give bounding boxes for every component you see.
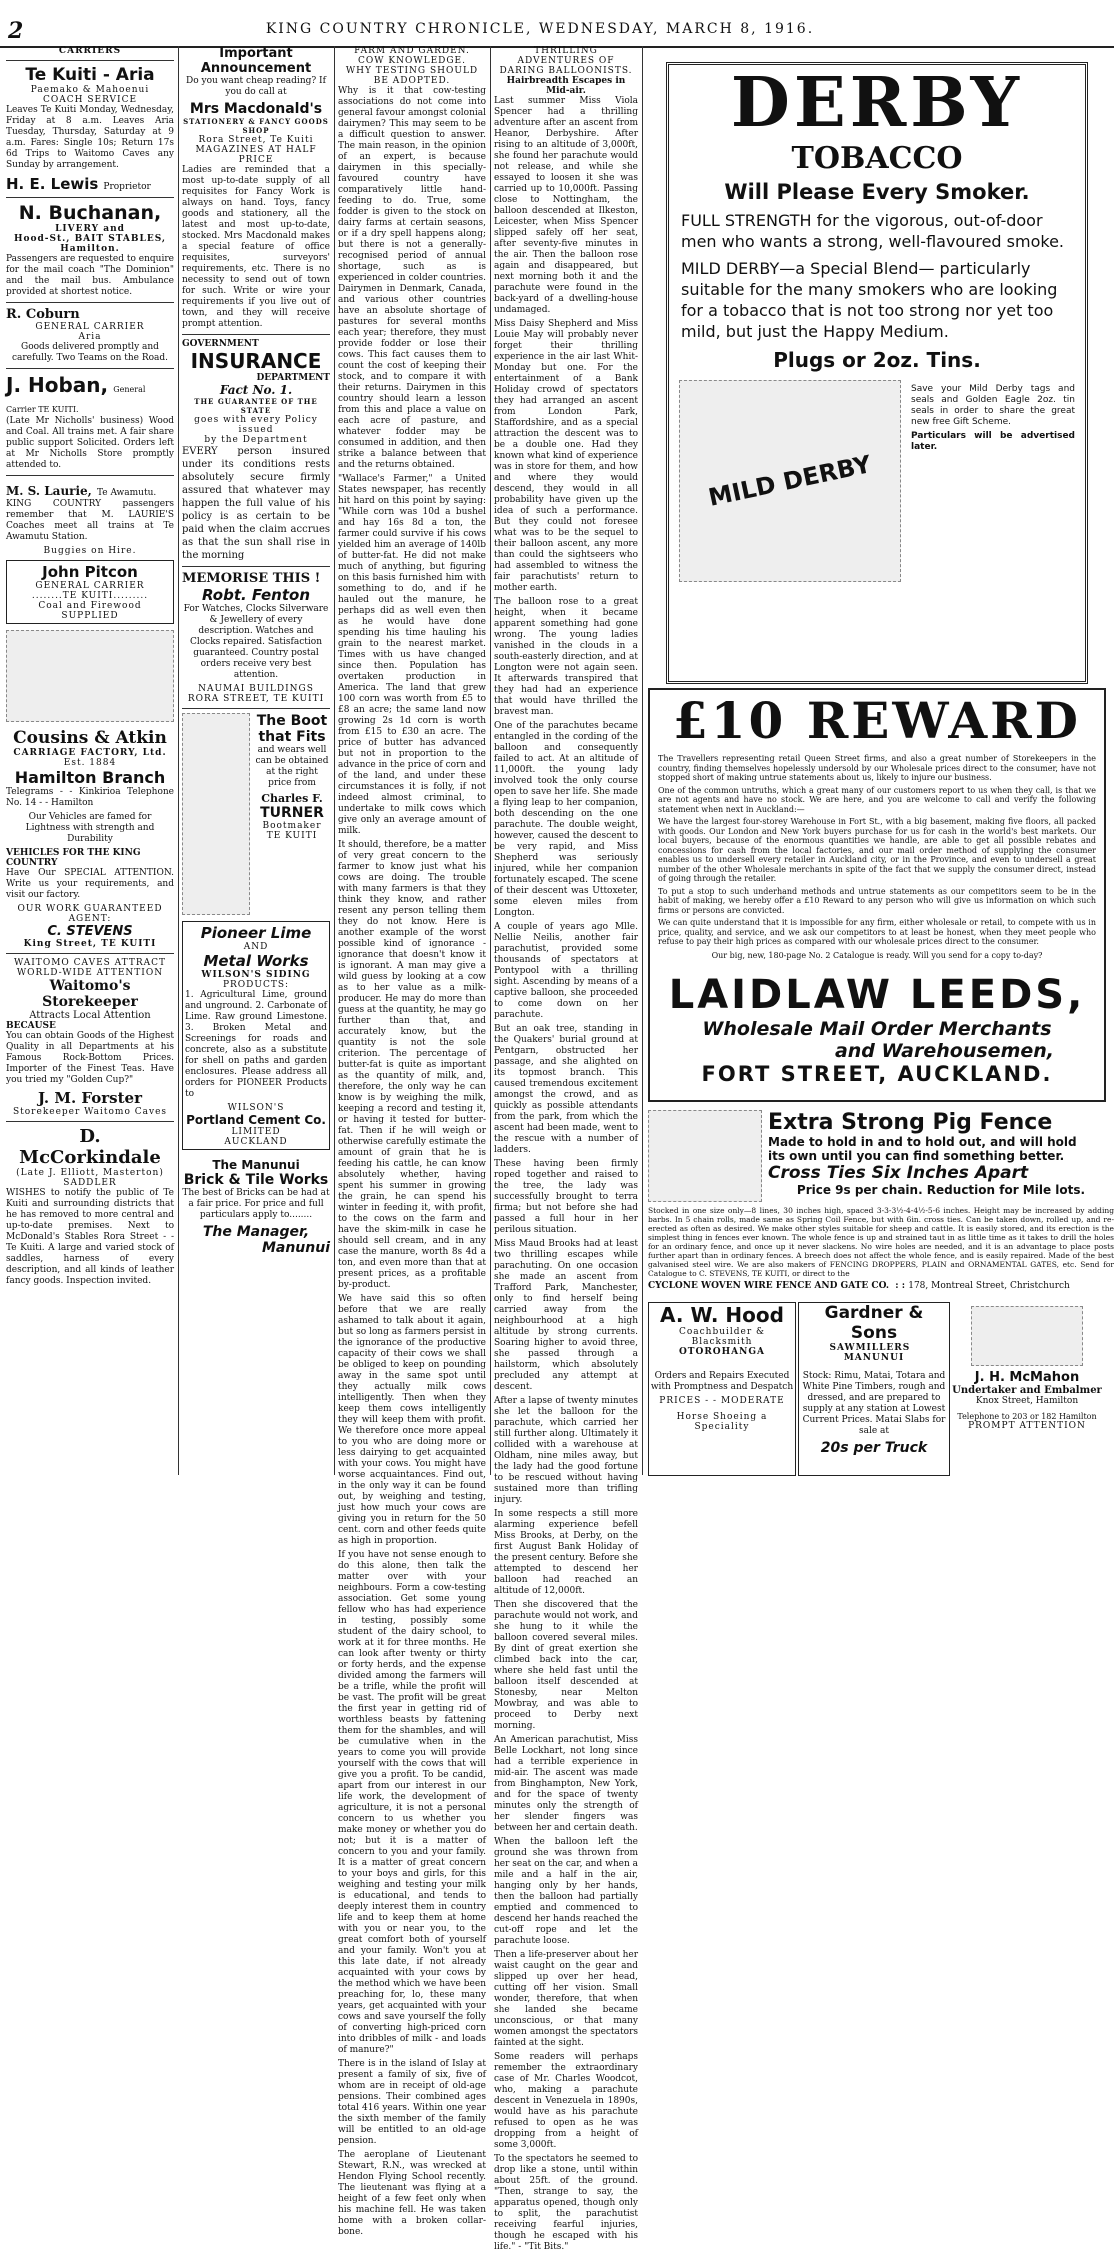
ad-subtitle: General Carrier TE KUITI. bbox=[6, 385, 146, 414]
ad-subtitle: AND bbox=[243, 942, 269, 952]
article-paragraph: In some respects a still more alarming experience befell Miss Brooks, at Derby, on the first August Bank Holiday of the present century. Before she attempted to descend her balloon had reached an altitude of 12,000ft. bbox=[494, 1509, 638, 1596]
article-paragraph: These having been firmly roped together and raised to the tree, the lady was successfully brought to terra firma; but not before she had passed a full hour in her perilous situation. bbox=[494, 1159, 638, 1235]
ad-title: R. Coburn bbox=[6, 307, 80, 322]
ad-body: Stocked in one size only—8 lines, 30 inches high, spaced 3-3-3½-4-4½-5-6 inches. Height may be increased by adding barbs. In 5 chain rolls, made same as Spring Coil Fence, but with 6in. cross ties. Can be taken down, rolled up, and re-erected as often as desired. We make other styles suitable for sheep and cattle. It is easily stored, and its erection is the simplest thing in fences ever known. The whole fence is up and strained taut in as little time as it takes to drill the holes for an ordinary fence, and once up it never slackens. No wire holes are needed, and it is an advantage to place posts further apart than in ordinary fences. A breech does not affect the whole fence, and is easily repaired. Made of the best galvanised steel wire. We are also makers of FENCING DROPPERS, PLAIN and ORNAMENTAL GATES, etc. Send for Catalogue to C. STEVENS, TE KUITI, or direct to the bbox=[648, 1206, 1114, 1278]
column-divider bbox=[490, 46, 491, 1475]
column-divider bbox=[642, 46, 643, 1475]
ad-body: The Travellers representing retail Queen Street firms, and also a great number of Storekeepers in the country, finding themselves hopelessly undersold by our Wholesale prices direct to the consumer, have not stopped short of making untrue statements about us, likely to injure our business. bbox=[658, 754, 1096, 782]
ad-body: and wears well can be obtained at the right price from bbox=[255, 745, 329, 788]
ad-subtitle: LIMITED bbox=[231, 1127, 281, 1137]
ad-subtitle: its own until you can find something better. bbox=[768, 1149, 1065, 1163]
ad-subtitle: ........TE KUITI......... bbox=[31, 591, 149, 601]
ad-body: Stock: Rimu, Matai, Totara and White Pine Timbers, rough and dressed, and are prepared to supply at any station at Lowest Current Prices. Matai Slabs for sale at bbox=[802, 1371, 946, 1436]
mcmahon-ad bbox=[952, 1302, 1102, 1474]
hood-ad bbox=[648, 1302, 796, 1476]
ad-body: We can quite understand that it is impossible for any firm, either wholesale or retail, to compete with us in price, quality, and service, and we ask our competitors to at least be honest, when they meet people who refuse to pay their high prices as compared with our wholesale prices direct to the consumer. bbox=[658, 918, 1096, 946]
ad-subtitle: King Street, TE KUITI bbox=[23, 939, 157, 949]
ad-tagline: Plugs or 2oz. Tins. bbox=[773, 348, 981, 372]
ad-title: Robt. Fenton bbox=[201, 586, 311, 604]
column-divider bbox=[334, 46, 335, 1475]
masthead: KING COUNTRY CHRONICLE, WEDNESDAY, MARCH 8, 1916. bbox=[265, 21, 815, 37]
ad-title: Brick & Tile Works bbox=[183, 1172, 329, 1188]
pioneer-ad bbox=[182, 921, 330, 1150]
ad-subtitle: WILSON'S bbox=[227, 1103, 285, 1113]
ad-title: that Fits bbox=[258, 729, 326, 745]
ad-body: Ladies are reminded that a most up-to-date supply of all requisites for Fancy Work is always on hand. Toys, fancy goods and stationery, all the latest and most up-to-date, stocked. Mrs Macdonald makes a special feature of office requisites, surveyors' requirements, etc. There is no necessity to send out of town for such. Write or wire your requirements if you live out of town, and they will receive prompt attention. bbox=[182, 165, 330, 329]
ad-subtitle: Paemako & Mahoenui bbox=[30, 85, 150, 95]
ad-body: Telegrams - - Kinkirioa Telephone No. 14 - - Hamilton bbox=[6, 787, 174, 808]
article-paragraph: Last summer Miss Viola Spencer had a thrilling adventure after an ascent from Heanor, Derbyshire. After rising to an altitude of 3,000ft, she found her parachute would not release, and while she essayed to loosen it she was carried up to 10,000ft. Passing close to Nottingham, the balloon descended at Ilkeston, Leicester, when Miss Spencer slipped safely off her seat, after seventy-five minutes in the air. Then the balloon rose again and disappeared, but next morning both it and the parachute were found in the back-yard of a dwelling-house undamaged. bbox=[494, 96, 638, 315]
ad-body: We have the largest four-storey Warehouse in Fort St., with a big basement, making five floors, all packed with goods. Our London and New York buyers purchase for us for cash in the world's best markets. Our local buyers, because of the enormous quantities we handle, are able to get all possible rebates and concessions for cash from the local factories, and our mail order method of supplying the consumer enables us to undersell every retailer in Auckland city, or in the Province, and even to undersell a great number of the other Wholesale merchants in spite of the fact that we supply the consumer direct, instead of going through the retailer. bbox=[658, 817, 1096, 883]
ad-subtitle: CARRIAGE FACTORY, Ltd. bbox=[13, 748, 167, 758]
ad-subtitle: Te Awamutu. bbox=[96, 488, 157, 498]
article-headline: THRILLING ADVENTURES OF DARING BALLOONISTS. bbox=[499, 46, 633, 76]
ad-subtitle: WILSON'S SIDING bbox=[201, 970, 311, 980]
column-carriers bbox=[6, 46, 174, 1475]
article-paragraph: The balloon rose to a great height, when it became apparent something had gone wrong. The young ladies vanished in the clouds in a south-easterly direction, and at Longton were not again seen. It afterwards transpired that they had had an experience that would have thrilled the bravest man. bbox=[494, 597, 638, 717]
ad-subtitle: Proprietor bbox=[103, 182, 151, 192]
ad-body: To put a stop to such underhand methods and untrue statements as our competitors seem to be in the habit of making, we hereby offer a £10 Reward to any person who will give us information on which such firms or persons are convicted. bbox=[658, 886, 1096, 915]
article-paragraph: If you have not sense enough to do this alone, then talk the matter over with your neighbours. Form a cow-testing association. Get some young fellow who has had experience in testing, possibly some student of the dairy school, to work at it for three months. He can look after twenty or thirty or forty herds, and the expense divided among the farmers will be a trifle, while the profit will be vast. The profit will be great the first year in getting rid of worthless beasts by fattening them for the shambles, and will be cumulative when in the years to come you will provide yourself with the cows that will give you a profit. To be candid, apart from our interest in our life work, the development of agriculture, it is not a personal concern to us whether you make money or whether you do not; but it is a matter of concern to you and your family. It is a matter of great concern to your boys and girls, for this weighing and testing your milk is educational, and tends to deeply interest them in country life and to keep them at home with you or near you, to the great comfort both of yourself and your family. Won't you at this late date, if not already acquainted with your cows by the method which we have been preaching for, lo, these many years, get acquainted with your cows and save yourself the folly of converting high-priced corn into dribbles of milk - and loads of manure?" bbox=[338, 1550, 486, 2055]
ad-subtitle: NAUMAI BUILDINGS bbox=[198, 684, 314, 694]
article-paragraph: After a lapse of twenty minutes she let the balloon for the parachute, which carried her still further along. Ultimately it collided with a warehouse at Oldham, nine miles away, but the lady had the good fortune to be rescued without having sustained more than trifling injury. bbox=[494, 1396, 638, 1505]
ad-subtitle: Cross Ties Six Inches Apart bbox=[768, 1163, 1029, 1183]
ad-body: Particulars will be advertised later. bbox=[911, 431, 1075, 452]
ad-title: Manunui bbox=[261, 1240, 330, 1256]
article-paragraph: "Wallace's Farmer," a United States newspaper, has recently hit hard on this point by saying: "While corn was 10d a bushel and hay 16s 8d a ton, the farmer could survive if his cows yielded him an average of 140lb of butter-fat. He did not make much of anything, but figuring on this basis furnished him with something to do, and if he hauled out the manure, he perhaps did as well even then as he would have done spending his time hauling his grain to the nearest market. Times with us have changed since then. Population has overtaken production in America. The land that grew 100 corn was worth from £5 to £8 an acre; the same land now growing 2s 1d corn is worth from £15 to £30 an acre. The price of butter has advanced but not in proportion to the advance in the price of corn and of the land, and under these circumstances it is folly, if not indeed almost criminal, to undertake to milk cows which give only an average amount of milk. bbox=[338, 474, 486, 836]
ad-subtitle: THE GUARANTEE OF THE STATE bbox=[194, 397, 318, 415]
ad-subtitle: by the Department bbox=[204, 435, 308, 445]
ad-body: 1. Agricultural Lime, ground and unground. 2. Carbonate of Lime. Raw ground Limestone. 3. Broken Metal and Screenings for roads and concrete, also as a substitute for shell on paths and garden enclosures. Please address all orders for PIONEER Products to bbox=[185, 990, 327, 1099]
ad-body: KING COUNTRY passengers remember that M. LAURIE'S Coaches meet all trains at Te Awamutu Station. bbox=[6, 499, 174, 542]
ad-title: N. Buchanan, bbox=[18, 202, 162, 224]
ad-subtitle: BECAUSE bbox=[6, 1021, 56, 1031]
ad-title: Gardner & Sons bbox=[824, 1303, 924, 1343]
ad-body: Save your Mild Derby tags and seals and Golden Eagle 2oz. tin seals in order to share the great new free Gift Scheme. bbox=[911, 384, 1075, 427]
ad-body: EVERY person insured under its conditions rests absolutely secure firmly assured that whatever may happen the full value of his policy is as certain to be paid when the claim accrues as that the sun shall rise in the morning bbox=[182, 446, 330, 561]
ad-subtitle: AGENT: bbox=[68, 914, 112, 924]
article-paragraph: We have said this so often before that we are really ashamed to talk about it again, but so long as farmers persist in the ignorance of the productive capacity of their cows we shall be obliged to keep on pounding away in the same spot until they actually milk cows intelligently. Then when they keep them cows intelligently they will keep them with profit. We therefore once more appeal to you who are doing more or less dairying to get acquainted with your cows. You might have worse acquaintances. Find out, in the only way it can be found out, by weighing and testing, just how much your cows are giving you in return for the 50 cent. corn and other feeds quite as high in proportion. bbox=[338, 1294, 486, 1546]
fence-illustration bbox=[648, 1110, 762, 1202]
ad-title: J. M. Forster bbox=[38, 1089, 142, 1107]
ad-subtitle: PROMPT ATTENTION bbox=[968, 1421, 1086, 1431]
ad-subtitle: (Late J. Elliott, Masterton) bbox=[16, 1168, 164, 1178]
company-address: 178, Montreal Street, Christchurch bbox=[908, 1281, 1070, 1291]
ad-title: VEHICLES FOR THE KING COUNTRY bbox=[6, 848, 141, 868]
ad-body: Leaves Te Kuiti Monday, Wednesday, Friday at 8 a.m. Leaves Aria Tuesday, Thursday, Saturday at 9 a.m. Fares: Single 10s; Return 17s 6d Trips to Waitomo Caves any Sunday by arrangement. bbox=[6, 105, 174, 170]
ad-title: £10 REWARD bbox=[672, 691, 1082, 750]
ad-body: MILD DERBY—a Special Blend— particularly suitable for the many smokers who are looking for a tobacco that is not too strong nor yet too mild, but just the Happy Medium. bbox=[681, 259, 1058, 341]
article-paragraph: To the spectators he seemed to drop like a stone, until within about 25ft. of the ground. "Then, strange to say, the apparatus opened, though only to split, the parachutist receiving fearful injuries, though he escaped with his life." - "Tit Bits." bbox=[494, 2154, 638, 2252]
ad-title: Mrs Macdonald's bbox=[189, 101, 323, 117]
ad-subtitle: OUR WORK GUARANTEED bbox=[17, 904, 163, 914]
ad-subtitle: Storekeeper Waitomo Caves bbox=[12, 1107, 168, 1117]
ad-subtitle: Made to hold in and to hold out, and will hold bbox=[768, 1135, 1077, 1149]
ad-title: Metal Works bbox=[203, 952, 309, 970]
ad-body: (Late Mr Nicholls' business) Wood and Coal. All trains met. A fair share public support Solicited. Orders left at Mr Nicholls Store promptly attended to. bbox=[6, 416, 174, 470]
ad-subtitle: COACH SERVICE bbox=[42, 95, 138, 105]
ad-subtitle: Coachbuilder & Blacksmith bbox=[678, 1327, 766, 1347]
ad-subtitle: GENERAL CARRIER bbox=[35, 581, 145, 591]
ad-title: Charles F. bbox=[261, 792, 323, 805]
ad-body: Goods delivered promptly and carefully. Two Teams on the Road. bbox=[11, 342, 169, 363]
article-paragraph: Miss Daisy Shepherd and Miss Louie May will probably never forget their thrilling experience in the air last Whit-Monday but one. For the entertainment of a Bank Holiday crowd of spectators they had arranged an ascent from London Park, Staffordshire, and as a special attraction the descent was to be a double one. Had they known what kind of experience was in store for them, and how and where they would descend, they would in all probability have given up the idea of such a performance. But they could not foresee what was to be the sequel to their balloon ascent, any more than could the sightseers who had assembled to witness the fair parachutists' return to mother earth. bbox=[494, 319, 638, 593]
ad-subtitle: STATIONERY & FANCY GOODS SHOP bbox=[183, 117, 329, 135]
article-subheadline: Hairbreadth Escapes in Mid-air. bbox=[506, 76, 626, 96]
ad-body: Orders and Repairs Executed with Promptness and Despatch bbox=[650, 1371, 794, 1392]
ad-title: The Boot bbox=[256, 713, 328, 729]
ad-body: Coal and Firewood SUPPLIED bbox=[38, 601, 142, 621]
ad-subtitle: LIVERY and bbox=[55, 224, 125, 234]
ad-subtitle: goes with every Policy issued bbox=[194, 415, 318, 435]
company-name: CYCLONE WOVEN WIRE FENCE AND GATE CO. bbox=[648, 1281, 890, 1291]
ad-subtitle: Rora Street, Te Kuiti bbox=[198, 135, 314, 145]
page-number: 2 bbox=[8, 18, 24, 44]
ad-title: TOBACCO bbox=[791, 141, 963, 176]
ad-title: TURNER bbox=[260, 805, 324, 821]
article-paragraph: Then she discovered that the parachute would not work, and she hung to it while the balloon covered several miles. By dint of great exertion she climbed back into the car, where she held fast until the balloon itself descended at Stonesby, near Melton Mowbray, and was able to proceed to Derby next morning. bbox=[494, 1600, 638, 1731]
ad-title: The Manunui bbox=[212, 1158, 300, 1172]
column-balloonists bbox=[494, 46, 638, 2252]
ad-subtitle: MAGAZINES AT HALF PRICE bbox=[195, 145, 317, 165]
ad-body: You can obtain Goods of the Highest Quality in all Departments at his Famous Rock-Bottom Prices. Importer of the Finest Teas. Have you tried my "Golden Cup?" bbox=[6, 1031, 174, 1085]
gardner-ad bbox=[798, 1302, 950, 1476]
ad-tagline: Will Please Every Smoker. bbox=[724, 180, 1030, 204]
ad-body: For Watches, Clocks Silverware & Jewellery of every description. Watches and Clocks repaired. Satisfaction guaranteed. Country postal orders receive very best attention. bbox=[183, 604, 329, 680]
derby-tobacco-ad bbox=[666, 62, 1088, 684]
ad-title: WAITOMO CAVES ATTRACT WORLD-WIDE ATTENTION bbox=[13, 958, 167, 978]
article-paragraph: One of the parachutes became entangled in the cording of the balloon and consequently failed to act. At an altitude of 11,000ft. the young lady involved took the only course open to save her life. She made a flying leap to her companion, both descending on the one parachute. The double weight, however, caused the descent to be very rapid, and Miss Shepherd was seriously injured, while her companion fortunately escaped. The scene of their descent was Uttoxeter, some eleven miles from Longton. bbox=[494, 721, 638, 918]
article-paragraph: But an oak tree, standing in the Quakers' burial ground at Pentgarn, obstructed her passage, and she alighted on its topmost branch. This caused tremendous excitement amongst the crowd, and as quickly as possible attendants from the park, from which the ascent had been made, went to the rescue with a number of ladders. bbox=[494, 1024, 638, 1155]
ad-title: Important Announcement bbox=[200, 46, 312, 76]
ad-subtitle: RORA STREET, TE KUITI bbox=[187, 694, 325, 704]
ad-title: DERBY bbox=[730, 63, 1024, 143]
ad-title: The Manager, bbox=[202, 1224, 310, 1240]
ad-body: The best of Bricks can be had at a fair price. For price and full particulars apply to........ bbox=[182, 1188, 330, 1220]
article-paragraph: When the balloon left the ground she was thrown from her seat on the car, and when a mile and a half in the air, hanging only by her hands, then the balloon had partially emptied and commenced to descend her hands reached the cut-off rope and let the parachute loose. bbox=[494, 1837, 638, 1946]
ad-title: LAIDLAW LEEDS, bbox=[668, 971, 1086, 1018]
ad-address: FORT STREET, AUCKLAND. bbox=[701, 1061, 1053, 1086]
article-paragraph: An American parachutist, Miss Belle Lockhart, not long since had a terrible experience in mid-air. The ascent was made from Binghampton, New York, and for the space of twenty minutes only the strength of her slender fingers was between her and certain death. bbox=[494, 1735, 638, 1833]
column-divider bbox=[178, 46, 179, 1475]
ad-subtitle: Undertaker and Embalmer bbox=[952, 1385, 1102, 1396]
article-paragraph: A couple of years ago Mlle. Nellie Neilis, another fair parachutist, provided some thousands of spectators at Pontypool with a thrilling sight. Ascending by means of a captive balloon, she proceeded to come down on her parachute. bbox=[494, 922, 638, 1020]
ad-title: MEMORISE THIS ! bbox=[182, 571, 321, 586]
ad-subtitle: PRODUCTS: bbox=[222, 980, 290, 990]
ad-subtitle: GOVERNMENT bbox=[182, 339, 259, 349]
ad-price: 20s per Truck bbox=[820, 1440, 928, 1456]
tin-label: MILD DERBY bbox=[706, 450, 874, 512]
boot-illustration bbox=[182, 713, 250, 915]
section-title: FARM AND GARDEN. bbox=[354, 46, 470, 56]
ad-subtitle: Wholesale Mail Order Merchants bbox=[702, 1017, 1052, 1040]
ad-title: Waitomo's Storekeeper bbox=[42, 978, 138, 1010]
ad-subtitle: Hood-St., BAIT STABLES, Hamilton. bbox=[13, 234, 167, 254]
ad-body: Have Our SPECIAL ATTENTION. Write us your requirements, and visit our factory. bbox=[6, 868, 174, 900]
ad-subtitle: MANUNUI bbox=[843, 1353, 905, 1363]
hearse-illustration bbox=[971, 1306, 1083, 1366]
ad-subtitle: OTOROHANGA bbox=[678, 1347, 766, 1357]
ad-body: Do you want cheap reading? If you do call at bbox=[186, 76, 326, 97]
ad-title: Extra Strong Pig Fence bbox=[768, 1110, 1053, 1135]
section-title: CARRIERS bbox=[58, 46, 122, 56]
article-paragraph: It should, therefore, be a matter of very great concern to the farmer to know just what his cows are doing. The trouble with many farmers is that they think they know, and rather resent any person telling them they do not know. Here is another example of the worst possible kind of ignorance - ignorance that doesn't know it is ignorant. A man may give a wild guess by looking at a cow as to her value as a milk-producer. He may do more than guess at the quantity, he may go further than that, and accurately know, but the quantity is not the sole criterion. The percentage of butter-fat is quite as important as the quantity of milk, and, therefore, the only way he can know is by weighing the milk, keeping a record and testing it, or having it tested for butter-fat. Then if he will weigh or otherwise carefully estimate the amount of grain that he is feeding his cattle, he can know absolutely whether, having spent his summer in growing the grain, he can spend his winter in feeding it, with profit, to the cows on the farm and have the skim-milk in case he should sell cream, and in any case the manure, worth 8s 4d a ton, and even more than that at present prices, as a profitable by-product. bbox=[338, 840, 486, 1290]
ad-title: Hamilton Branch bbox=[14, 768, 166, 787]
ad-subtitle: PRICES - - MODERATE bbox=[659, 1396, 785, 1406]
ad-subtitle: SADDLER bbox=[63, 1178, 117, 1188]
page-header bbox=[0, 18, 1114, 42]
ad-subtitle: Attracts Local Attention bbox=[29, 1010, 151, 1021]
ad-subtitle: Est. 1884 bbox=[63, 758, 117, 768]
ad-body: FULL STRENGTH for the vigorous, out-of-door men who wants a strong, well-flavoured smoke. bbox=[681, 211, 1064, 251]
ad-title: Portland Cement Co. bbox=[186, 1113, 326, 1127]
article-paragraph: Then a life-preserver about her waist caught on the gear and slipped up over her head, cutting off her vision. Small wonder, therefore, that when she landed she became unconscious, or that many women amongst the spectators fainted at the sight. bbox=[494, 1950, 638, 2048]
ad-body: Our Vehicles are famed for Lightness with strength and Durability bbox=[25, 812, 155, 844]
ad-subtitle: DEPARTMENT bbox=[256, 373, 330, 383]
ad-title: D. McCorkindale bbox=[19, 1126, 161, 1168]
ad-subtitle: Bootmaker bbox=[262, 821, 322, 831]
ad-subtitle: AUCKLAND bbox=[224, 1137, 288, 1147]
ad-subtitle: Knox Street, Hamilton bbox=[975, 1396, 1079, 1406]
ad-body: Our big, new, 180-page No. 2 Catalogue is ready. Will you send for a copy to-day? bbox=[711, 950, 1043, 960]
tobacco-tin-illustration bbox=[679, 380, 901, 582]
ad-subtitle: Buggies on Hire. bbox=[43, 546, 137, 556]
ad-title: M. S. Laurie, bbox=[6, 484, 92, 498]
article-paragraph: The aeroplane of Lieutenant Stewart, R.N., was wrecked at Hendon Flying School recently. The lieutenant was flying at a height of a few feet only when his machine fell. He was taken home with a broken collar-bone. bbox=[338, 2150, 486, 2237]
ad-subtitle: GENERAL CARRIER bbox=[35, 322, 145, 332]
ad-subtitle: TE KUITI bbox=[266, 831, 318, 841]
column-farm-garden bbox=[338, 46, 486, 2237]
ad-title: A. W. Hood bbox=[660, 1303, 784, 1327]
ad-title: Te Kuiti - Aria bbox=[25, 65, 155, 85]
ad-body: Telephone to 203 or 182 Hamilton bbox=[957, 1412, 1097, 1421]
column-ads bbox=[182, 46, 330, 1475]
ad-body: Passengers are requested to enquire for the mail coach "The Dominion" and the mail bus. Ambulance provided at shortest notice. bbox=[6, 254, 174, 297]
ad-title: Pioneer Lime bbox=[200, 924, 312, 942]
ad-subtitle: and Warehousemen, bbox=[834, 1039, 1054, 1062]
ad-title: H. E. Lewis bbox=[6, 175, 99, 193]
article-paragraph: There is in the island of Islay at present a family of six, five of whom are in receipt of old-age pensions. Their combined ages total 416 years. Within one year the sixth member of the family will be entitled to an old-age pension. bbox=[338, 2059, 486, 2146]
ad-subtitle: Horse Shoeing a Speciality bbox=[676, 1412, 768, 1432]
ad-title: J. Hoban, bbox=[6, 373, 109, 397]
article-paragraph: Why is it that cow-testing associations do not come into general favour amongst colonial dairymen? This may seem to be a difficult question to answer. The main reason, in the opinion of an expert, is because dairymen in this specially-favoured country have comparatively little hand-feeding to do. True, some fodder is given to the stock on dairy farms at certain seasons, or if a dry spell happens along; but there is not a generally-recognised period of annual shortage, such as is experienced in colder countries. Dairymen in Denmark, Canada, and various other countries have an absolute shortage of pastures for several months each year; therefore, they must provide fodder or lose their cows. This fact causes them to count the cost of keeping their stock, and to compare it with their returns. Dairymen in this country should learn a lesson from this and place a value on each acre of pasture, and whatever fodder may be consumed in addition, and then strike a balance between that and the returns obtained. bbox=[338, 86, 486, 470]
ad-subtitle: Aria bbox=[78, 332, 102, 342]
section-subtitle: COW KNOWLEDGE. bbox=[358, 56, 466, 66]
ad-title: C. STEVENS bbox=[47, 924, 133, 939]
ad-body: WISHES to notify the public of Te Kuiti and surrounding districts that he has removed to more central and up-to-date premises. Next to McDonald's Stables Rora Street - - Te Kuiti. A large and varied stock of saddles, harness of every description, and all kinds of leather fancy goods. Inspection invited. bbox=[6, 1188, 174, 1286]
ad-title: INSURANCE bbox=[190, 349, 322, 373]
ad-subtitle: Fact No. 1. bbox=[219, 383, 293, 397]
ad-title: J. H. McMahon bbox=[974, 1370, 1080, 1385]
reward-ad bbox=[648, 688, 1106, 1102]
ad-body: One of the common untruths, which a great many of our customers report to us when they call, is that we are not agents and have no stock. We are here, and you are welcome to call and verify the following statement when next in Auckland:— bbox=[658, 785, 1096, 814]
article-paragraph: Some readers will perhaps remember the extraordinary case of Mr. Charles Woodcot, who, making a parachute descent in Venezuela in 1890s, would have as his parachute refused to open as he was dropping from a height of some 3,000ft. bbox=[494, 2052, 638, 2150]
ad-title: Cousins & Atkin bbox=[13, 728, 167, 748]
ad-title: John Pitcon bbox=[42, 563, 138, 581]
ad-subtitle: Price 9s per chain. Reduction for Mile lots. bbox=[796, 1183, 1086, 1197]
pig-fence-ad: Extra Strong Pig Fence Made to hold in and to hold out, and will hold its own until you can find something better. Cross Ties Six Inches Apart Price 9s per chain. Reduction for Mile lots. Stocked in one size only—8 lines, 30 inches high, spaced 3-3-3½-4-4½-5-6 inches. Height may be increased by adding barbs. In 5 chain rolls, made same as Spring Coil Fence, but with 6in. cross ties. Can be taken down, rolled up, and re-erected as often as desired. We make other styles suitable for sheep and cattle. It is easily stored, and its erection is the simplest thing in fences ever known. The whole fence is up and strained taut in as little time as it takes to drill the holes for an ordinary fence, and once up it never slackens. No wire holes are needed, and it is an advantage to place posts further apart than in ordinary fences. A breech does not affect the whole fence, and is easily repaired. Made of the best galvanised steel wire. We are also makers of FENCING DROPPERS, PLAIN and ORNAMENTAL GATES, etc. Send for Catalogue to C. STEVENS, TE KUITI, or direct to the CYCLONE WOVEN WIRE FENCE AND GATE CO. : : 178, Montreal Street, Christchurch bbox=[648, 1110, 1114, 1291]
ad-subtitle: SAWMILLERS bbox=[829, 1343, 911, 1353]
carriage-illustration bbox=[6, 630, 174, 722]
pitcon-ad bbox=[6, 560, 174, 624]
article-paragraph: Miss Maud Brooks had at least two thrilling escapes while parachuting. On one occasion she made an ascent from Trafford Park, Manchester, only to find herself being carried away from the neighbourhood at a high altitude by strong currents. Soaring higher to avoid three, she passed through a hailstorm, which absolutely precluded any attempt at descent. bbox=[494, 1239, 638, 1392]
article-headline: WHY TESTING SHOULD BE ADOPTED. bbox=[345, 66, 479, 86]
